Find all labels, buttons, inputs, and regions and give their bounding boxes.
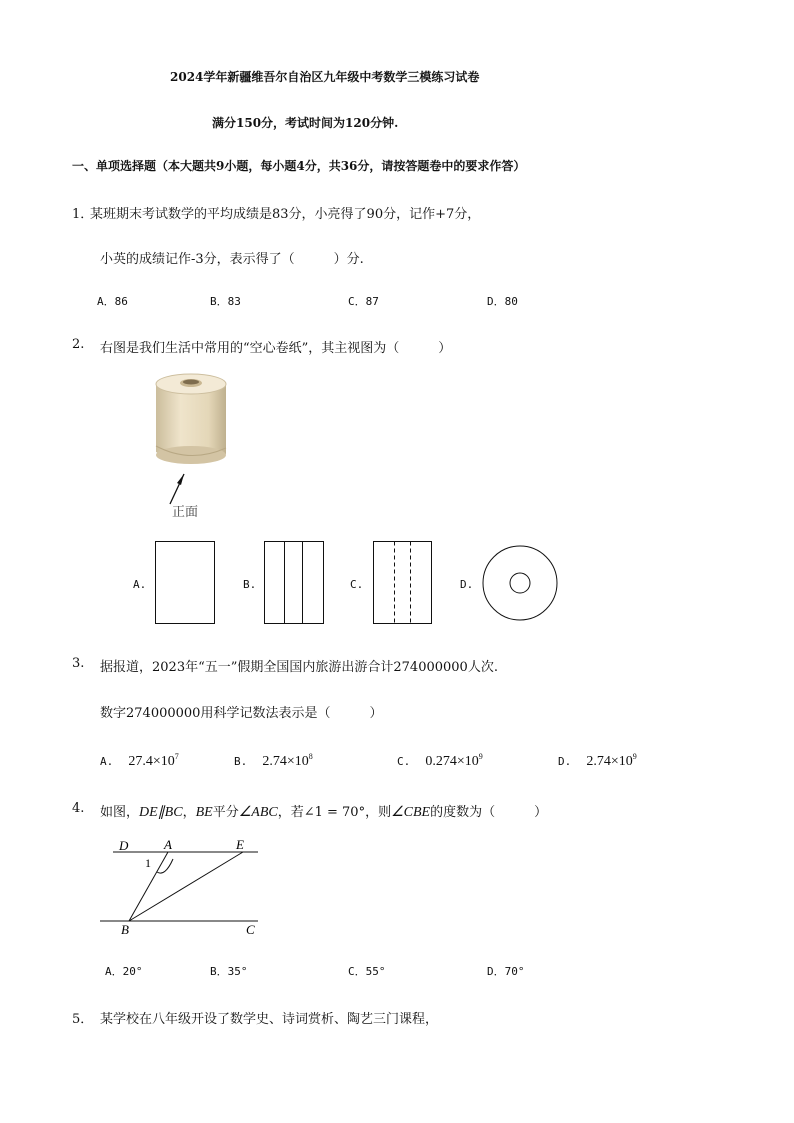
exam-title: 2024学年新疆维吾尔自治区九年级中考数学三模练习试卷: [170, 70, 480, 84]
question-number: 2.: [72, 337, 85, 352]
front-label: 正面: [172, 505, 199, 520]
option-c: C．55°: [348, 965, 386, 978]
option-b-solid-lines-view: [260, 538, 330, 628]
question-text: 如图，DE∥BC，BE平分∠ABC，若∠1 = 70°，则∠CBE的度数为（ ）: [100, 805, 548, 820]
question-text-line2: 数字274000000用科学记数法表示是（ ）: [100, 706, 383, 721]
section-heading: 一、单项选择题（本大题共9小题，每小题4分，共36分，请按答题卷中的要求作答）: [72, 159, 526, 173]
option-a: A. $27.4\times 10^7$: [100, 752, 179, 769]
option-c: C．87: [348, 295, 379, 308]
question-number: 1．: [72, 207, 94, 222]
option-c: C. $0.274\times 10^9$: [397, 752, 483, 769]
question-number: 5．: [72, 1012, 94, 1027]
question-text: 某班期末考试数学的平均成绩是83分，小亮得了90分，记作+7分，: [90, 207, 481, 222]
option-b: B．35°: [210, 965, 248, 978]
point-c-label: C: [246, 922, 255, 937]
angle-1-label: 1: [145, 856, 151, 870]
point-d-label: D: [119, 838, 129, 853]
option-d: D. $2.74\times 10^9$: [558, 752, 637, 769]
option-c-dashed-lines-view: [368, 538, 438, 628]
point-b-label: B: [121, 922, 129, 937]
point-a-label: A: [164, 837, 172, 852]
option-a: A．20°: [105, 965, 143, 978]
option-d-label: D.: [460, 578, 474, 591]
option-d: D．70°: [487, 965, 525, 978]
toilet-roll-image: [150, 370, 240, 520]
option-a-label: A.: [133, 578, 147, 591]
option-c-label: C.: [350, 578, 364, 591]
option-b: B．83: [210, 295, 241, 308]
option-b: B. $2.74\times 10^8$: [234, 752, 313, 769]
option-d: D．80: [487, 295, 518, 308]
question-text: 据报道，2023年“五一”假期全国国内旅游出游合计274000000人次.: [100, 660, 498, 675]
question-number: 3.: [72, 656, 85, 671]
question-number: 4.: [72, 801, 85, 816]
option-b-label: B.: [243, 578, 257, 591]
question-text: 某学校在八年级开设了数学史、诗词赏析、陶艺三门课程，: [100, 1012, 439, 1027]
question-text-line2: 小英的成绩记作-3分，表示得了（ ）分.: [100, 252, 364, 267]
parallel-lines-figure: [95, 833, 270, 941]
option-a: A．86: [97, 295, 128, 308]
exam-subtitle: 满分150分，考试时间为120分钟.: [212, 116, 399, 130]
option-a-rectangle-view: [150, 538, 220, 628]
question-text: 右图是我们生活中常用的“空心卷纸”，其主视图为（ ）: [100, 341, 452, 356]
point-e-label: E: [236, 837, 244, 852]
option-d-ring-view: [480, 543, 562, 625]
